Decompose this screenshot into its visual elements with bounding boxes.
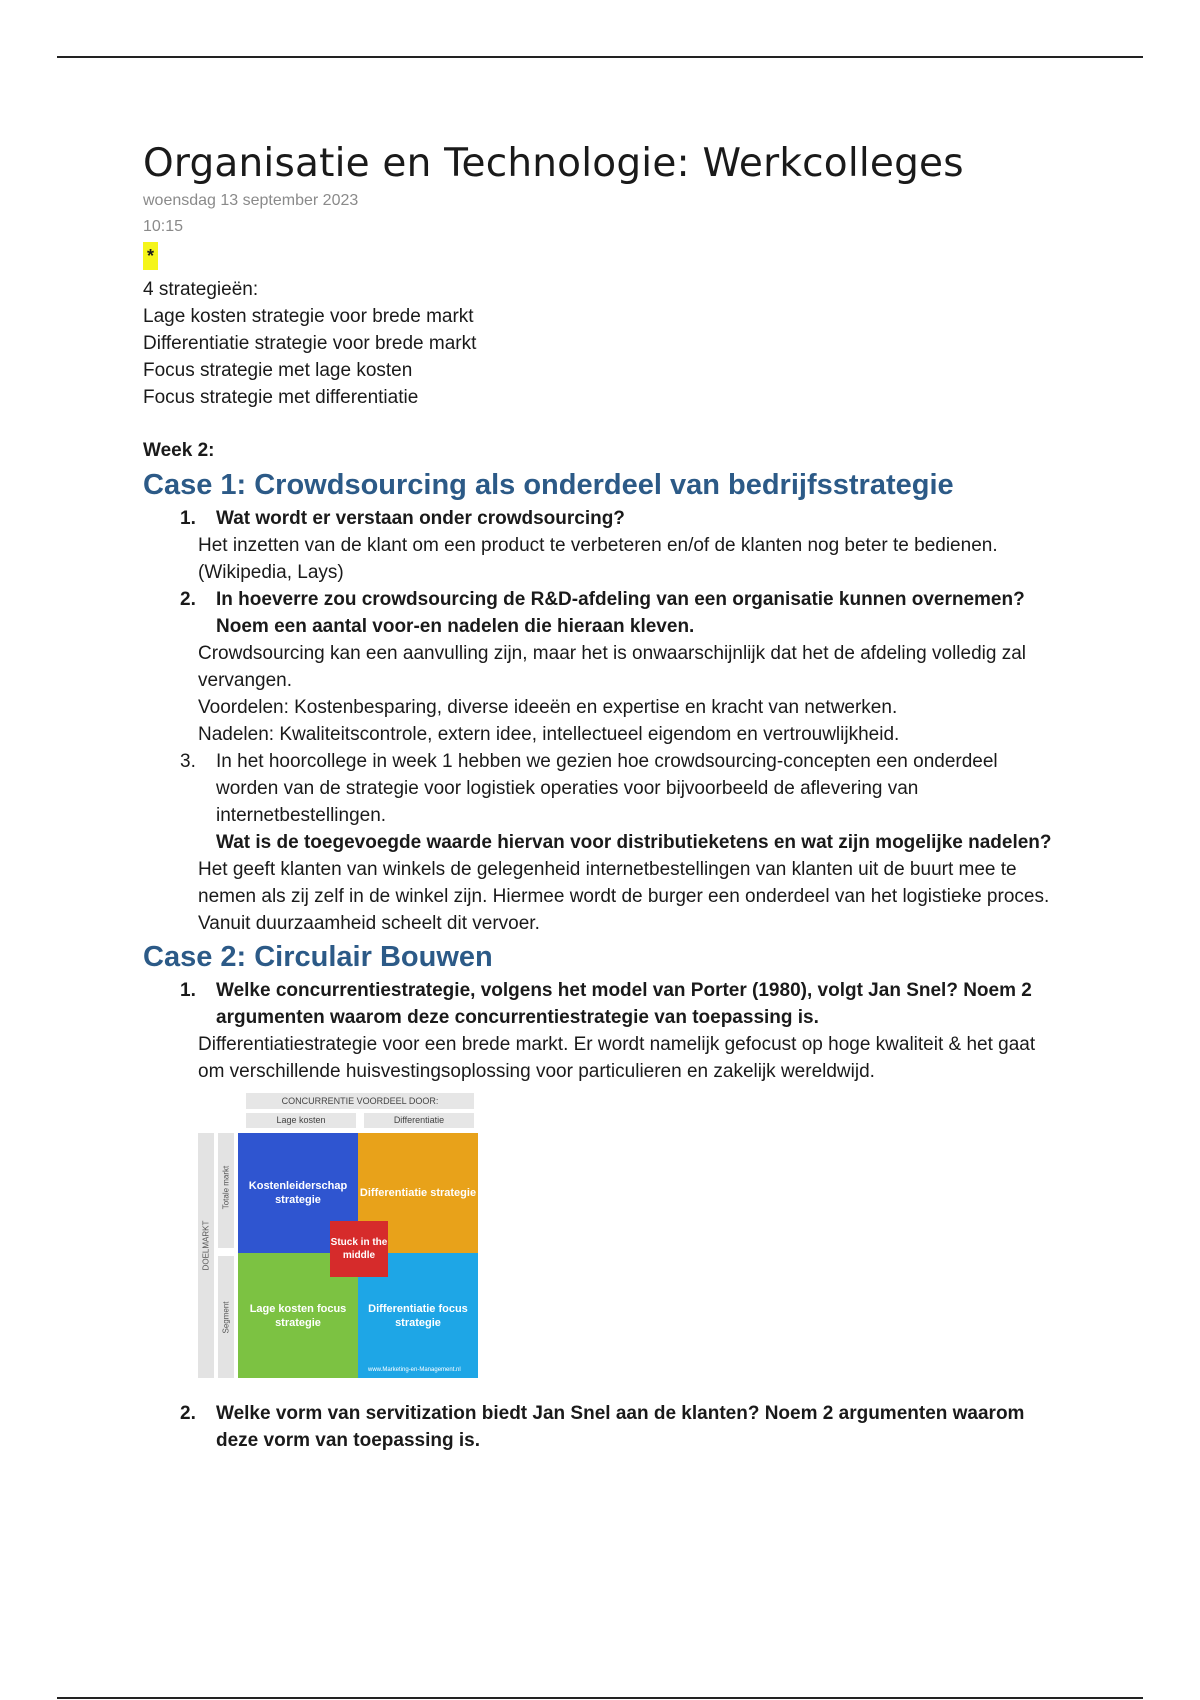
case2-heading: Case 2: Circulair Bouwen bbox=[143, 941, 493, 973]
answer-cons: Nadelen: Kwaliteitscontrole, extern idee, intellectueel eigendom en vertrouwlijkheid. bbox=[198, 724, 900, 745]
answer-pros: Voordelen: Kostenbesparing, diverse ideeën en expertise en kracht van netwerken. bbox=[198, 697, 898, 718]
question-number: 1. bbox=[180, 980, 196, 1001]
matrix-row-segment: Segment bbox=[221, 1301, 231, 1334]
question-intro: In het hoorcollege in week 1 hebben we gezien hoe crowdsourcing-concepten een onderdeel worden van de strategie voor logistiek operaties voor bijvoorbeeld de aflevering van internetbestellingen. bbox=[216, 751, 998, 826]
matrix-row-total: Totale markt bbox=[221, 1165, 231, 1210]
strategies-block bbox=[143, 276, 1063, 411]
question-item bbox=[143, 748, 1063, 937]
matrix-axis-label: DOELMARKT bbox=[201, 1220, 211, 1271]
question-number: 3. bbox=[180, 751, 196, 772]
answer-text: Crowdsourcing kan een aanvulling zijn, maar het is onwaarschijnlijk dat het de afdeling volledig zal vervangen. bbox=[198, 643, 1027, 691]
matrix-cell-differentiation: Differentiatie strategie bbox=[358, 1133, 478, 1253]
matrix-col-low: Lage kosten bbox=[246, 1113, 356, 1128]
question-text: Welke vorm van servitization biedt Jan Snel aan de klanten? Noem 2 argumenten waarom deze vorm van toepassing is. bbox=[216, 1403, 1025, 1451]
case1-heading: Case 1: Crowdsourcing als onderdeel van bedrijfsstrategie bbox=[143, 469, 954, 501]
question-item bbox=[143, 586, 1063, 748]
matrix-cell-differentiation-focus: Differentiatie focus strategie bbox=[358, 1253, 478, 1378]
week-label: Week 2: bbox=[143, 440, 215, 461]
question-number: 2. bbox=[180, 1403, 196, 1424]
strategy-item: Focus strategie met lage kosten bbox=[143, 360, 413, 381]
question-number: 1. bbox=[180, 508, 196, 529]
matrix-header: CONCURRENTIE VOORDEEL DOOR: bbox=[246, 1093, 474, 1109]
document-page bbox=[143, 140, 1063, 1454]
case1-questions bbox=[143, 505, 1063, 937]
page-time: 10:15 bbox=[143, 218, 184, 235]
matrix-watermark: www.Marketing-en-Management.nl bbox=[368, 1367, 461, 1373]
question-number: 2. bbox=[180, 589, 196, 610]
highlight-marker: * bbox=[143, 242, 158, 270]
strategy-item: Focus strategie met differentiatie bbox=[143, 387, 419, 408]
matrix-cell-cost-focus: Lage kosten focus strategie bbox=[238, 1253, 358, 1378]
matrix-cell-cost-leadership: Kostenleiderschap strategie bbox=[238, 1133, 358, 1253]
matrix-stuck-in-middle: Stuck in the middle bbox=[330, 1221, 388, 1277]
question-item bbox=[143, 1400, 1063, 1454]
answer-text: Het geeft klanten van winkels de gelegenheid internetbestellingen van klanten uit de buurt mee te nemen als zij zelf in de winkel zijn. Hiermee wordt de burger een onderdeel van het logistieke proces. Vanuit duurzaamheid scheelt dit vervoer. bbox=[198, 859, 1050, 934]
page-title: Organisatie en Technologie: Werkcolleges bbox=[143, 141, 964, 186]
case2-questions bbox=[143, 977, 1063, 1085]
strategies-heading: 4 strategieën: bbox=[143, 279, 259, 300]
bottom-rule bbox=[57, 1697, 1143, 1699]
question-item bbox=[143, 505, 1063, 586]
page-date: woensdag 13 september 2023 bbox=[143, 192, 359, 209]
question-text: Wat wordt er verstaan onder crowdsourcing? bbox=[216, 508, 625, 529]
strategy-item: Lage kosten strategie voor brede markt bbox=[143, 306, 474, 327]
question-item bbox=[143, 977, 1063, 1085]
answer-text: Het inzetten van de klant om een product te verbeteren en/of de klanten nog beter te bedienen. (Wikipedia, Lays) bbox=[198, 535, 998, 583]
top-rule bbox=[57, 56, 1143, 58]
matrix-col-diff: Differentiatie bbox=[364, 1113, 474, 1128]
question-text: In hoeverre zou crowdsourcing de R&D-afdeling van een organisatie kunnen overnemen? Noem een aantal voor-en nadelen die hieraan kleven. bbox=[216, 589, 1025, 637]
case2-questions-cont bbox=[143, 1400, 1063, 1454]
question-text: Welke concurrentiestrategie, volgens het model van Porter (1980), volgt Jan Snel? Noem 2 argumenten waarom deze concurrentiestrategie van toepassing is. bbox=[216, 980, 1032, 1028]
answer-text: Differentiatiestrategie voor een brede markt. Er wordt namelijk gefocust op hoge kwaliteit & het gaat om verschillende huisvestingsoplossing voor particulieren en zakelijk wereldwijd. bbox=[198, 1034, 1036, 1082]
strategy-item: Differentiatie strategie voor brede markt bbox=[143, 333, 477, 354]
question-text: Wat is de toegevoegde waarde hiervan voor distributieketens en wat zijn mogelijke nadelen? bbox=[216, 832, 1052, 853]
porter-matrix-figure bbox=[198, 1093, 488, 1378]
